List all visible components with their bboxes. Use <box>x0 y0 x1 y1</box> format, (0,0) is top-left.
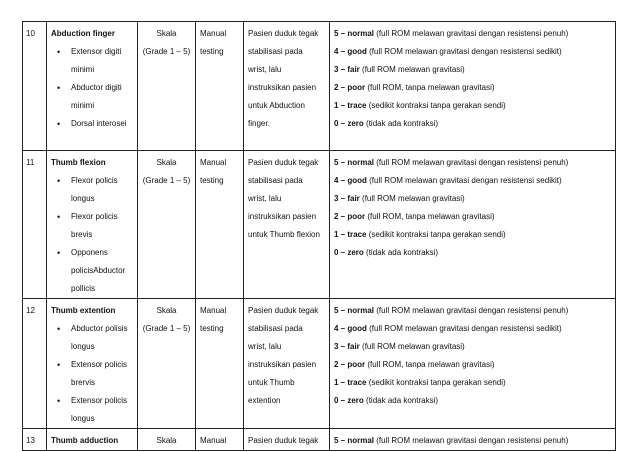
position-line: stabilisasi pada <box>248 47 303 56</box>
position-line: untuk Thumb flexion <box>248 230 320 239</box>
row-number: 12 <box>23 299 47 429</box>
position-line: Pasien duduk tegak <box>248 306 319 315</box>
method-cell <box>196 22 244 151</box>
grade-desc: (sedikit kontraksi tanpa gerakan sendi) <box>368 101 506 110</box>
grade-line <box>334 338 611 356</box>
grade-desc: (full ROM melawan gravitasi dengan resistensi sedikit) <box>369 47 562 56</box>
position-cell <box>244 22 330 151</box>
muscle-cell <box>47 299 138 429</box>
grade-line <box>334 43 611 61</box>
grades-cell <box>330 299 616 429</box>
grade-desc: (sedikit kontraksi tanpa gerakan sendi) <box>368 230 506 239</box>
position-line: finger. <box>248 119 270 128</box>
grade-value: 4 – good <box>334 176 367 185</box>
list-item: • Extensor policis <box>51 392 133 410</box>
method-line: Manual <box>200 29 227 38</box>
list-item-continuation: minimi <box>71 101 95 110</box>
grade-value: 5 – normal <box>334 436 375 445</box>
grade-value: 0 – zero <box>334 119 364 128</box>
grade-desc: (full ROM melawan gravitasi) <box>362 65 465 74</box>
grade-line <box>334 208 611 226</box>
position-line: extention <box>248 396 281 405</box>
grade-desc: (full ROM melawan gravitasi dengan resistensi penuh) <box>376 158 569 167</box>
grade-desc: (full ROM melawan gravitasi dengan resistensi penuh) <box>376 306 569 315</box>
grade-line <box>334 154 611 172</box>
list-item: • Flexor policis <box>51 172 133 190</box>
muscle-name: Thumb extention <box>51 306 116 315</box>
grade-desc: (full ROM melawan gravitasi) <box>362 342 465 351</box>
grade-line <box>334 356 611 374</box>
grade-value: 2 – poor <box>334 360 366 369</box>
scale-label: Skala <box>156 29 177 38</box>
muscle-name: Abduction finger <box>51 29 115 38</box>
muscle-cell <box>47 151 138 299</box>
position-cell <box>244 429 330 451</box>
grade-value: 1 – trace <box>334 230 367 239</box>
grade-desc: (full ROM melawan gravitasi dengan resistensi penuh) <box>376 436 569 445</box>
table-row <box>23 151 616 299</box>
position-line: untuk Abduction <box>248 101 305 110</box>
list-item: • Flexor policis <box>51 208 133 226</box>
scale-range: (Grade 1 – 5) <box>142 47 191 56</box>
row-number: 13 <box>23 429 47 451</box>
list-item-continuation: longus <box>71 342 95 351</box>
grades-cell <box>330 151 616 299</box>
grade-value: 5 – normal <box>334 158 375 167</box>
position-line: wrist, lalu <box>248 194 282 203</box>
grade-line <box>334 392 611 410</box>
muscle-cell <box>47 429 138 451</box>
muscle-list <box>51 320 133 428</box>
method-line: testing <box>200 324 224 333</box>
grade-value: 3 – fair <box>334 342 360 351</box>
muscle-cell <box>47 22 138 151</box>
method-line: testing <box>200 47 224 56</box>
position-line: instruksikan pasien <box>248 83 317 92</box>
scale-cell <box>138 429 196 451</box>
grade-value: 1 – trace <box>334 378 367 387</box>
list-item-continuation: policisAbductor <box>71 266 126 275</box>
grade-line <box>334 79 611 97</box>
scale-range: (Grade 1 – 5) <box>142 176 191 185</box>
grades-cell <box>330 22 616 151</box>
grade-line <box>334 374 611 392</box>
position-cell <box>244 299 330 429</box>
grade-desc: (tidak ada kontraksi) <box>366 396 439 405</box>
grade-value: 1 – trace <box>334 101 367 110</box>
grade-line <box>334 97 611 115</box>
grade-value: 5 – normal <box>334 306 375 315</box>
list-item: • Abductor polisis <box>51 320 133 338</box>
grade-value: 4 – good <box>334 324 367 333</box>
position-line: Pasien duduk tegak <box>248 158 319 167</box>
position-line: stabilisasi pada <box>248 176 303 185</box>
method-line: Manual <box>200 306 227 315</box>
grade-line <box>334 115 611 133</box>
position-line: Pasien duduk tegak <box>248 436 319 445</box>
scale-range: (Grade 1 – 5) <box>142 324 191 333</box>
grade-desc: (full ROM, tanpa melawan gravitasi) <box>367 212 495 221</box>
grade-value: 2 – poor <box>334 212 366 221</box>
list-item-continuation: pollicis <box>71 284 96 293</box>
grade-value: 2 – poor <box>334 83 366 92</box>
list-item: • Extensor policis <box>51 356 133 374</box>
position-line: stabilisasi pada <box>248 324 303 333</box>
grade-desc: (full ROM melawan gravitasi dengan resistensi sedikit) <box>369 324 562 333</box>
row-number: 10 <box>23 22 47 151</box>
grade-value: 0 – zero <box>334 248 364 257</box>
muscle-name: Thumb adduction <box>51 436 119 445</box>
position-line: instruksikan pasien <box>248 360 317 369</box>
position-line: untuk Thumb <box>248 378 295 387</box>
scale-cell <box>138 151 196 299</box>
list-item: • Extensor digiti <box>51 43 133 61</box>
table-row <box>23 22 616 151</box>
grade-value: 0 – zero <box>334 396 364 405</box>
grade-desc: (full ROM melawan gravitasi dengan resistensi penuh) <box>376 29 569 38</box>
grade-line <box>334 320 611 338</box>
method-cell <box>196 299 244 429</box>
grade-desc: (full ROM melawan gravitasi dengan resistensi sedikit) <box>369 176 562 185</box>
list-item-continuation: brevis <box>71 230 93 239</box>
grade-desc: (tidak ada kontraksi) <box>366 248 439 257</box>
method-line: Manual <box>200 436 227 445</box>
list-item-continuation: brervis <box>71 378 96 387</box>
grade-value: 4 – good <box>334 47 367 56</box>
list-item: • Opponens <box>51 244 133 262</box>
grade-line <box>334 172 611 190</box>
grade-line <box>334 226 611 244</box>
grade-value: 5 – normal <box>334 29 375 38</box>
position-cell <box>244 151 330 299</box>
scale-label: Skala <box>156 436 177 445</box>
position-line: Pasien duduk tegak <box>248 29 319 38</box>
list-item-continuation: minimi <box>71 65 95 74</box>
muscle-list <box>51 172 133 298</box>
method-cell <box>196 429 244 451</box>
grades-cell <box>330 429 616 451</box>
table-row <box>23 299 616 429</box>
method-cell <box>196 151 244 299</box>
position-line: wrist, lalu <box>248 342 282 351</box>
grade-line <box>334 302 611 320</box>
table-row <box>23 429 616 451</box>
scale-label: Skala <box>156 158 177 167</box>
grade-line <box>334 25 611 43</box>
grade-line <box>334 61 611 79</box>
position-line: wrist, lalu <box>248 65 282 74</box>
grade-value: 3 – fair <box>334 65 360 74</box>
list-item-continuation: longus <box>71 414 95 423</box>
grade-line <box>334 190 611 208</box>
muscle-name: Thumb flexion <box>51 158 106 167</box>
list-item-continuation: longus <box>71 194 95 203</box>
grade-desc: (tidak ada kontraksi) <box>366 119 439 128</box>
scale-cell <box>138 299 196 429</box>
method-line: testing <box>200 176 224 185</box>
scale-cell <box>138 22 196 151</box>
row-number: 11 <box>23 151 47 299</box>
list-item: • Abductor digiti <box>51 79 133 97</box>
position-line: instruksikan pasien <box>248 212 317 221</box>
grade-desc: (full ROM, tanpa melawan gravitasi) <box>367 360 495 369</box>
grade-desc: (full ROM, tanpa melawan gravitasi) <box>367 83 495 92</box>
muscle-list <box>51 43 133 133</box>
method-line: Manual <box>200 158 227 167</box>
muscle-test-table <box>22 21 616 451</box>
scale-label: Skala <box>156 306 177 315</box>
grade-value: 3 – fair <box>334 194 360 203</box>
grade-desc: (sedikit kontraksi tanpa gerakan sendi) <box>368 378 506 387</box>
grade-desc: (full ROM melawan gravitasi) <box>362 194 465 203</box>
grade-line <box>334 244 611 262</box>
list-item: • Dorsal interosei <box>51 115 133 133</box>
grade-line <box>334 432 611 450</box>
